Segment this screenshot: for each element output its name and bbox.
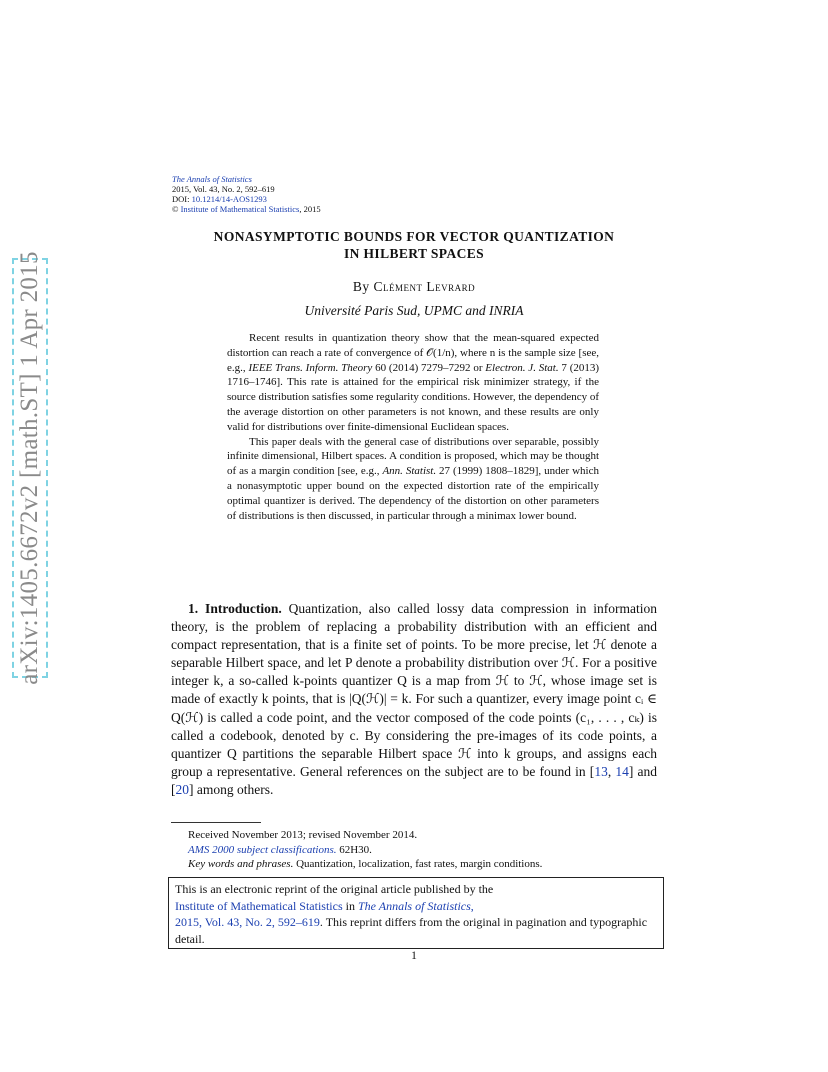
abstract-text: This paper deals with the general case of distributions over separable, possibly infinite dimensional, Hilbert spaces. A condition is proposed, which may be thought of as a margin condition [see, e.g.,: [227, 435, 599, 478]
arxiv-identifier: arXiv:1405.6672v2 [math.ST] 1 Apr 2015: [16, 251, 43, 685]
page-number: 1: [411, 950, 417, 962]
abstract-text: 27 (1999) 1808–1829], under which a nonasymptotic upper bound on the expected distortion rate of the empirically optimal quantizer is derived. The dependency of the distortion on other parameters of distributions is then discussed, in particular through a minimax lower bound.: [227, 465, 599, 522]
journal-name-link[interactable]: The Annals of Statistics: [172, 174, 252, 184]
journal-header: [172, 174, 321, 214]
intro-text: ] and [: [171, 763, 658, 797]
author-line: [160, 279, 668, 295]
reprint-text: ,: [470, 898, 474, 913]
reprint-institute-link[interactable]: Institute of Mathematical Statistics: [175, 898, 343, 913]
keywords: Quantization, localization, fast rates, margin conditions.: [293, 858, 543, 871]
institute-link[interactable]: Institute of Mathematical Statistics: [180, 204, 300, 214]
author-by: By: [352, 279, 370, 294]
journal-citation: IEEE Trans. Inform. Theory: [248, 361, 373, 374]
journal-volume: 2015, Vol. 43, No. 2, 592–619: [172, 184, 275, 194]
intro-text: Quantization, also called lossy data compression in information theory, is the problem of replacing a probability distribution with an efficient and compact representation, that is a finite set of points. To be more precise, let ℋ denote a separable Hilbert space, and let P denote a probability distribution over ℋ. For a positive integer k, a so-called k-points quantizer Q is a map from ℋ to ℋ, whose image set is made of exactly k points, that is |Q(ℋ)| = k. For such a quantizer, every image point cᵢ ∈ Q(ℋ) is called a code point, and the vector composed of the code points (c₁, . . . , cₖ) is called a codebook, denoted by c. By considering the pre-images of its code points, a quantizer Q partitions the separable Hilbert space ℋ into k groups, and assigns each group a representative. General references on the subject are to be found in [: [171, 601, 657, 779]
doi-link[interactable]: 10.1214/14-AOS1293: [191, 194, 267, 204]
ams-classification-link[interactable]: AMS 2000 subject classifications.: [188, 843, 337, 856]
ams-classification: [188, 843, 542, 858]
reprint-journal-link[interactable]: The Annals of Statistics: [357, 898, 471, 913]
reference-link-14[interactable]: 14: [615, 763, 629, 779]
reprint-text: in: [342, 898, 358, 913]
journal-citation: Ann. Statist.: [382, 465, 437, 478]
journal-citation: Electron. J. Stat.: [485, 361, 559, 374]
abstract-text: Recent results in quantization theory show that the mean-squared expected distortion can reach a rate of convergence of 𝒪(1/n), where n is the sample size [see, e.g.,: [227, 332, 599, 374]
copyright-symbol: ©: [172, 204, 179, 214]
doi-label: DOI:: [172, 194, 190, 204]
section-heading: 1. Introduction.: [188, 601, 282, 616]
intro-text: ] among others.: [189, 781, 274, 797]
received-dates: Received November 2013; revised November 2014.: [188, 829, 418, 841]
introduction-section: [171, 600, 657, 799]
reprint-notice-box: [168, 877, 664, 949]
copyright-line: [172, 204, 321, 214]
abstract: [227, 331, 599, 523]
footnote-rule: [171, 822, 261, 823]
footnotes: [188, 828, 542, 872]
abstract-text: 60 (2014) 7279–7292 or: [372, 361, 486, 374]
abstract-text: 7 (2013) 1716–1746]. This rate is attained for the empirical risk minimizer strategy, if the source distribution satisfies some regularity conditions. However, the dependency of the average distortion on other parameters is not known, and these results are only valid for distributions over finite-dimensional Euclidean spaces.: [227, 361, 600, 433]
doi-line: [172, 194, 321, 204]
arxiv-side-stamp: [12, 251, 48, 685]
title-line-2: IN HILBERT SPACES: [343, 246, 485, 261]
reprint-text: . This reprint differs from the original in pagination and typographic detail.: [175, 915, 648, 946]
title-line-1: NONASYMPTOTIC BOUNDS FOR VECTOR QUANTIZATION: [213, 229, 615, 244]
reference-link-20[interactable]: 20: [175, 781, 189, 797]
intro-text: ,: [607, 763, 616, 779]
author-name: Clément Levrard: [373, 279, 476, 294]
introduction-paragraph: [171, 600, 657, 799]
abstract-paragraph-1: [227, 331, 599, 435]
author-affiliation: Université Paris Sud, UPMC and INRIA: [304, 303, 524, 318]
abstract-paragraph-2: [227, 435, 599, 524]
reprint-volume-link[interactable]: 2015, Vol. 43, No. 2, 592–619: [175, 915, 320, 930]
reference-link-13[interactable]: 13: [594, 763, 608, 779]
keywords-line: [188, 857, 542, 872]
paper-title: [160, 228, 668, 262]
keywords-label: Key words and phrases.: [188, 858, 294, 871]
copyright-year: , 2015: [299, 204, 321, 214]
ams-code: 62H30.: [336, 843, 372, 856]
reprint-text: This is an electronic reprint of the original article published by the: [175, 882, 494, 896]
